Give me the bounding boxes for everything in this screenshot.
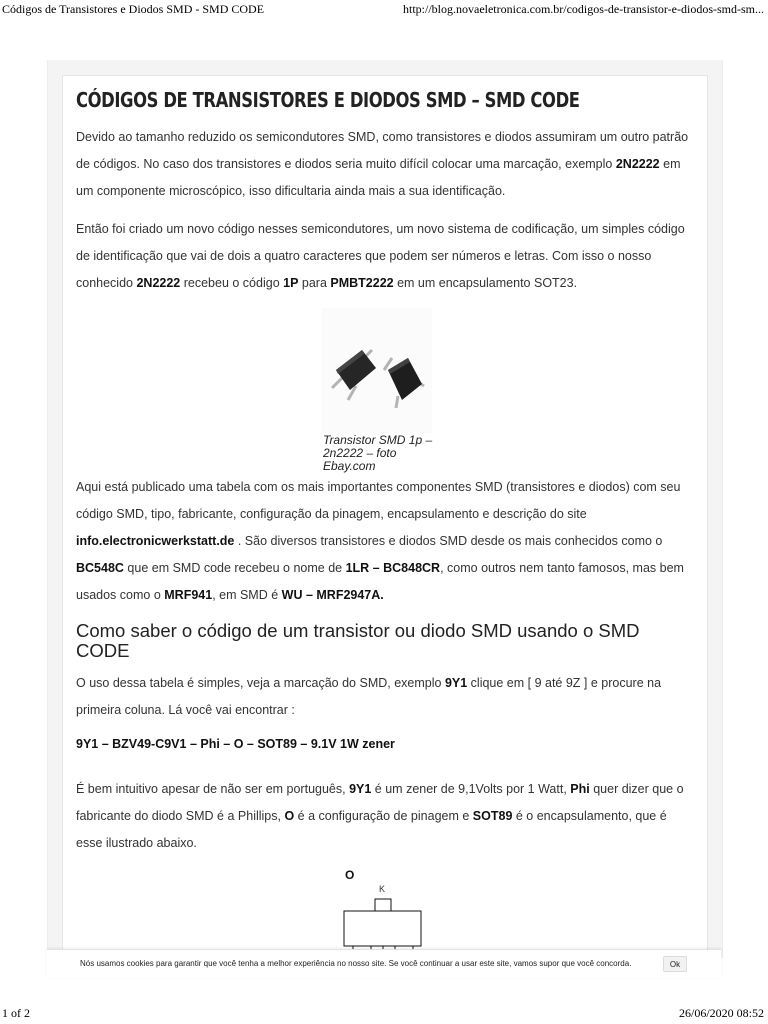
figure-caption: Transistor SMD 1p – 2n2222 – foto Ebay.com	[323, 433, 433, 473]
paragraph-intro: Devido ao tamanho reduzido os semicondutores SMD, como transistores e diodos assumiram um outro patrão de códigos. No caso dos transistores e diodos seria muito difícil colocar uma marcação, exemplo 2N2222 em um componente microscópico, isso dificultaria ainda mais a sua identificação.	[76, 130, 689, 198]
transistor-figure	[322, 308, 437, 478]
bold-term: Phi	[570, 782, 590, 796]
cookie-consent-bar	[47, 949, 721, 978]
bold-term: 9Y1	[444, 676, 468, 690]
sot89-pin-diagram	[333, 866, 453, 959]
bold-term: 9Y1	[349, 782, 372, 796]
paragraph-table-info: Aqui está publicado uma tabela com os mais importantes componentes SMD (transistores e diodos) com seu código SMD, tipo, fabricante, configuração da pinagem, encapsulamento e descrição do site info.electronicwerkstatt.de . São diversos transistores e diodos SMD desde os mais conhecidos como o BC548C que em SMD code recebeu o nome de 1LR – BC848CR, como outros nem tanto famosos, mas bem usados como o MRF941, em SMD é WU – MRF2947A.	[76, 480, 684, 602]
cookie-message: Nós usamos cookies para garantir que você tenha a melhor experiência no nosso site. Se você continuar a usar este site, vamos supor que você concorda.	[80, 959, 632, 968]
bold-term: 2N2222	[136, 276, 181, 290]
print-header	[0, 0, 768, 18]
bold-term: O	[284, 809, 295, 823]
bold-term: MRF941	[164, 588, 213, 602]
paragraph-explanation: É bem intuitivo apesar de não ser em português, 9Y1 é um zener de 9,1Volts por 1 Watt, Phi quer dizer que o fabricante do diodo SMD é a Phillips, O é a configuração de pinagem e SOT89 é o encapsulamento, que é esse ilustrado abaixo.	[76, 782, 684, 850]
page-number: 1 of 2	[2, 1006, 30, 1020]
bold-term: BC548C	[76, 561, 124, 575]
bold-term: 1LR – BC848CR	[345, 561, 441, 575]
article-card	[62, 75, 708, 959]
pinout-config-label: O	[345, 868, 355, 882]
pin-k-label: K	[379, 884, 386, 894]
bold-term: 1P	[283, 276, 299, 290]
bold-term: PMBT2222	[330, 276, 394, 290]
transistor-photo[interactable]	[322, 308, 432, 433]
print-datetime: 26/06/2020 08:52	[678, 1006, 764, 1020]
bold-term: WU – MRF2947A.	[281, 588, 384, 602]
paragraph-how-to: O uso dessa tabela é simples, veja a marcação do SMD, exemplo 9Y1 clique em [ 9 até 9Z ] e procure na primeira coluna. Lá você vai encontrar :	[76, 676, 662, 717]
sot23-transistors-image	[322, 308, 432, 433]
article-title: CÓDIGOS DE TRANSISTORES E DIODOS SMD – SMD CODE	[76, 88, 580, 112]
sot89-outline	[333, 866, 453, 959]
print-footer	[0, 1006, 768, 1024]
section-heading: Como saber o código de um transistor ou diodo SMD usando o SMD CODE	[76, 620, 640, 661]
document-url: http://blog.novaeletronica.com.br/codigos-de-transistor-e-diodos-smd-sm...	[402, 2, 764, 16]
paragraph-new-code: Então foi criado um novo código nesses semicondutores, um novo sistema de codificação, um simples código de identificação que vai de dois a quatro caracteres que podem ser números e letras. Com isso o nosso conhecido 2N2222 recebeu o código 1P para PMBT2222 em um encapsulamento SOT23.	[76, 222, 685, 290]
cookie-ok-button[interactable]: Ok	[663, 956, 687, 972]
bold-term: SOT89	[472, 809, 513, 823]
site-link[interactable]: info.electronicwerkstatt.de	[76, 534, 235, 548]
document-title: Códigos de Transistores e Diodos SMD - SMD CODE	[2, 2, 265, 16]
bold-term: 2N2222	[615, 157, 660, 171]
example-code-line: 9Y1 – BZV49-C9V1 – Phi – O – SOT89 – 9.1V 1W zener	[76, 737, 395, 751]
